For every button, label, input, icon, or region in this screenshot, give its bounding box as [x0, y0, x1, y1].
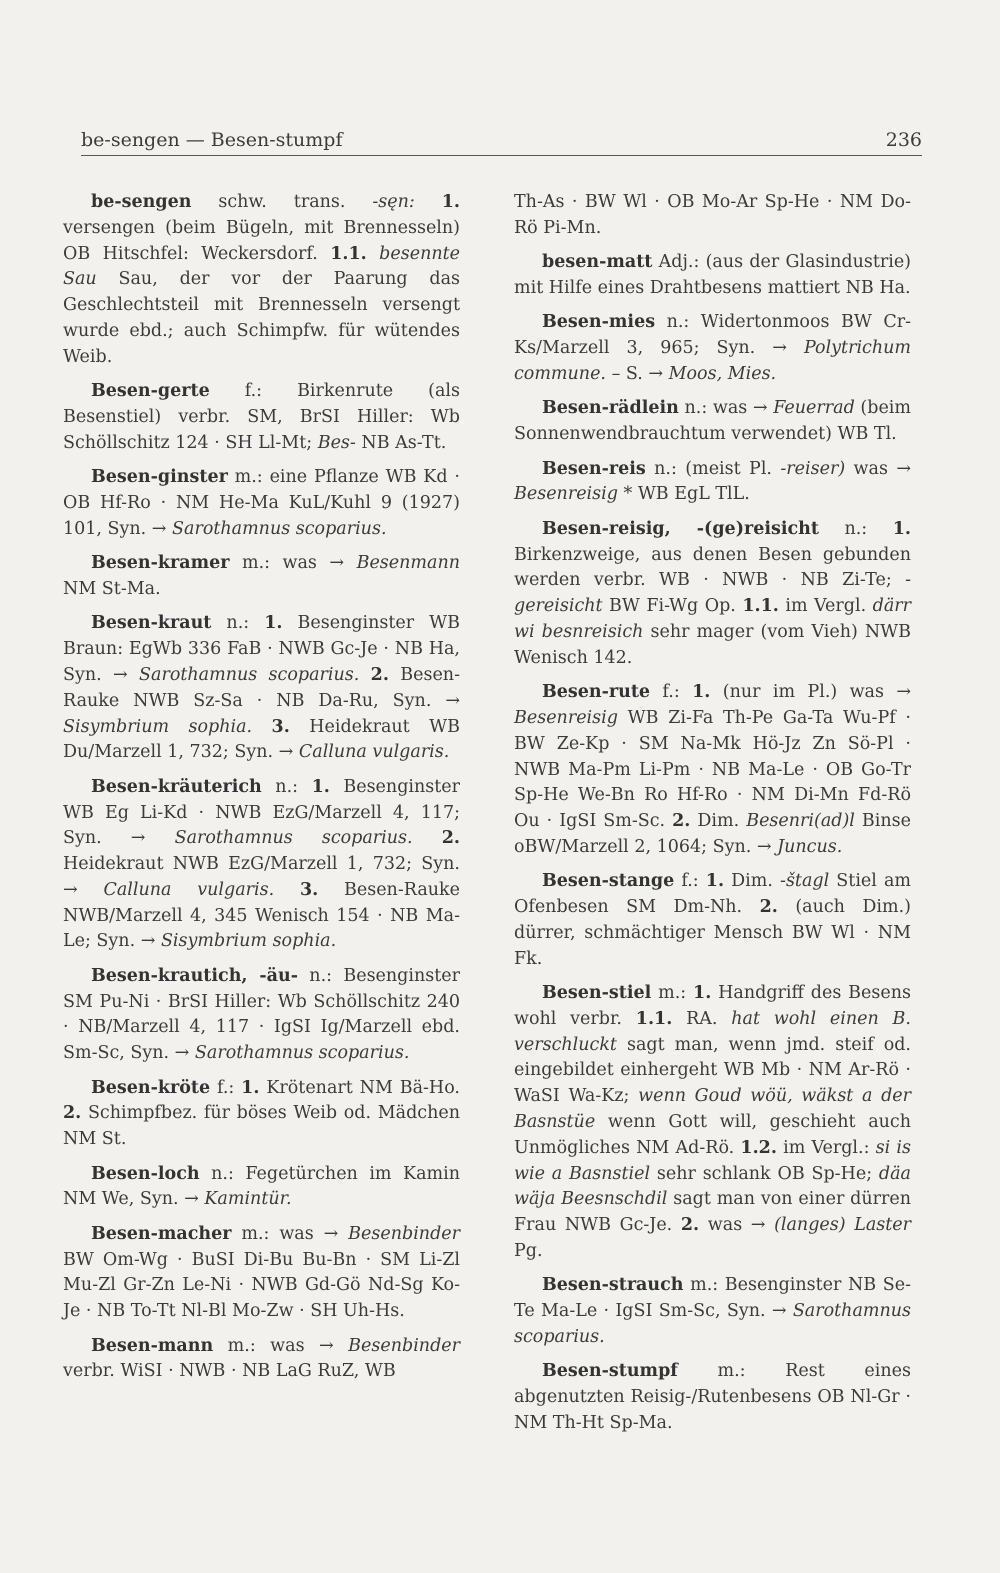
entry-text: n.: [261, 776, 312, 797]
entry-text: m.: was → [229, 553, 357, 574]
entry-text: versengen (beim Bügeln, mit Brennesseln) OB Hitschfel: Weckersdorf. [63, 217, 460, 264]
entry-text: (nur im Pl.) was → [710, 682, 912, 703]
entry-italic-text: Sarothamnus scoparius. [174, 828, 413, 849]
entry-italic-text: Sarothamnus scoparius. [194, 1043, 410, 1064]
right-column [514, 190, 911, 1445]
entry-sense-number: 1.1. [330, 243, 367, 264]
entry-italic-text: -štagl [780, 871, 830, 892]
entry-headword: Besen-rädlein [542, 398, 679, 419]
dictionary-entry [514, 517, 911, 672]
dictionary-entry [514, 190, 911, 242]
entry-headword: Besen-kröte [91, 1077, 211, 1098]
entry-text: m.: [651, 983, 694, 1004]
entry-italic-text: Feuerrad [773, 398, 855, 419]
entry-italic-text: Sarothamnus scoparius. [172, 518, 387, 539]
entry-sense-number: 2. [441, 828, 460, 849]
entry-text: Adj.: (aus der Glasindustrie) mit Hilfe eines Drahtbesens mattiert NB Ha. [514, 252, 911, 298]
entry-italic-text: Calluna vulgaris. [103, 879, 275, 900]
entry-italic-text: Besenreisig [514, 484, 618, 505]
entry-text: f.: Birkenrute (als Besenstiel) verbr. SM, BrSI Hiller: Wb Schöllschitz 124 · SH Ll-Mt; [63, 381, 460, 453]
entry-text: m.: Besenginster NB Se-Te Ma-Le · IgSI Sm-Sc, Syn. → [514, 1275, 911, 1322]
entry-text [274, 880, 300, 900]
entry-sense-number: 1. [441, 192, 460, 212]
entry-text: RA. [672, 1008, 732, 1029]
entry-text: m.: Rest eines abgenutzten Reisig-/Rutenbesens OB Nl-Gr · NM Th-Ht Sp-Ma. [514, 1361, 911, 1433]
entry-text: sagt man von einer dürren Frau NWB Gc-Je. [514, 1189, 912, 1236]
entry-text: verbr. WiSI · NWB · NB LaG RuZ, WB [63, 1361, 396, 1382]
entry-sense-number: 1.2. [740, 1137, 777, 1158]
entry-italic-text: Juncus. [777, 836, 843, 857]
entry-italic-text: Polytrichum commune. [514, 338, 911, 384]
entry-text: Heidekraut WB Du/Marzell 1, 732; Syn. → [63, 716, 460, 763]
entry-italic-text: Kamintür. [204, 1189, 292, 1210]
entry-text: n.: (meist Pl. [645, 458, 781, 479]
entry-text: m.: was → [231, 1223, 349, 1244]
entry-text: im Vergl.: [776, 1137, 876, 1158]
dictionary-entry [514, 869, 911, 972]
entry-text: n.: [211, 613, 265, 634]
running-title: be-sengen — Besen-stumpf [81, 129, 343, 151]
entry-text: n.: [818, 518, 893, 539]
dictionary-entry [63, 551, 460, 603]
entry-italic-text: däa wäja Beesnschdil [514, 1163, 911, 1210]
entry-headword: Besen-strauch [542, 1275, 684, 1296]
entry-headword: Besen-gerte [91, 381, 210, 402]
entry-sense-number: 1.1. [635, 1008, 673, 1029]
entry-text: * WB EgL TlL. [617, 484, 750, 505]
left-column [63, 190, 460, 1394]
entry-text: wenn Gott will, geschieht auch Unmögliches NM Ad-Rö. [514, 1112, 911, 1158]
dictionary-entry [514, 1273, 911, 1350]
entry-italic-text: Moos, Mies. [668, 363, 777, 384]
entry-text: BW Om-Wg · BuSI Di-Bu Bu-Bn · SM Li-Zl Mu-Zl Gr-Zn Le-Ni · NWB Gd-Gö Nd-Sg Ko-Je · NB To-Tt Nl-Bl Mo-Zw · SH Uh-Hs. [63, 1249, 460, 1322]
entry-text [367, 244, 379, 264]
entry-headword: Besen-kräuterich [91, 776, 262, 797]
entry-text: Birkenzweige, aus denen Besen gebunden werden verbr. WB · NWB · NB Zi-Te; [514, 544, 911, 591]
entry-sense-number: 2. [680, 1215, 700, 1236]
entry-italic-text: hat wohl einen B. verschluckt [514, 1008, 911, 1055]
entry-text: m.: eine Pflanze WB Kd · OB Hf-Ro · NM He-Ma KuL/Kuhl 9 (1927) 101, Syn. → [63, 467, 460, 539]
entry-text: Th-As · BW Wl · OB Mo-Ar Sp-He · NM Do-Rö Pi-Mn. [514, 192, 911, 238]
entry-sense-number: 2. [370, 664, 389, 685]
entry-text: f.: [210, 1077, 242, 1098]
entry-headword: Besen-rute [542, 682, 651, 703]
entry-italic-text: därr wi besnreisich [514, 596, 911, 642]
dictionary-entry [514, 396, 911, 448]
entry-text: sehr mager (vom Vieh) NWB Wenisch 142. [514, 621, 912, 668]
entry-text: schw. trans. [191, 192, 373, 212]
entry-italic-text: Sisymbrium sophia. [63, 716, 253, 737]
entry-headword: besen-matt [542, 252, 653, 273]
entry-text: was → [699, 1215, 775, 1236]
entry-text [359, 665, 370, 685]
entry-italic-text: Calluna vulgaris. [298, 742, 450, 763]
entry-italic-text: Sisymbrium sophia. [160, 931, 337, 952]
entry-italic-text: besennte Sau [63, 243, 460, 290]
entry-sense-number: 3. [299, 879, 319, 900]
dictionary-entry [63, 1076, 460, 1153]
entry-text: (beim Sonnenwendbrauchtum verwendet) WB Tl. [514, 398, 912, 445]
entry-sense-number: 1. [241, 1077, 260, 1098]
entry-sense-number: 3. [271, 716, 290, 737]
entry-text: Krötenart NM Bä-Ho. [259, 1077, 460, 1098]
entry-text: NM St-Ma. [63, 578, 161, 599]
entry-text: NB As-Tt. [355, 432, 447, 453]
entry-italic-text: si is wie a Basnstiel [514, 1137, 911, 1184]
entry-sense-number: 1. [311, 776, 330, 797]
entry-text: Dim. [724, 871, 781, 892]
dictionary-entry [63, 465, 460, 542]
entry-text: Schimpfbez. für böses Weib od. Mädchen NM St. [63, 1103, 460, 1150]
entry-sense-number: 1. [892, 518, 912, 539]
entry-text: n.: Widertonmoos BW Cr-Ks/Marzell 3, 965; Syn. → [514, 312, 911, 359]
entry-text [413, 828, 442, 848]
entry-italic-text: Besenbinder [348, 1335, 460, 1356]
entry-headword: Besen-ginster [91, 467, 228, 488]
dictionary-entry [63, 1162, 460, 1214]
entry-sense-number: 1.1. [742, 596, 779, 617]
entry-text: f.: [674, 871, 706, 892]
entry-text [252, 717, 271, 737]
entry-italic-text: -sęn: [372, 192, 415, 212]
entry-text: Heidekraut NWB EzG/Marzell 1, 732; Syn. → [63, 854, 460, 900]
entry-headword: Besen-stange [542, 871, 675, 892]
entry-text: n.: Fegetürchen im Kamin NM We, Syn. → [63, 1163, 460, 1210]
entry-italic-text: Besenmann [356, 553, 460, 574]
entry-italic-text: Sarothamnus scoparius. [139, 664, 360, 685]
entry-text: n.: was → [678, 398, 774, 419]
page-number: 236 [885, 129, 922, 151]
entry-text: (auch Dim.) dürrer, schmächtiger Mensch BW Wl · NM Fk. [514, 897, 912, 969]
entry-text: Sau, der vor der Paarung das Geschlechtsteil mit Brennesseln versengt wurde ebd.; auch Schimpfw. für wütendes Weib. [63, 269, 460, 367]
entry-italic-text: -reiser) [780, 458, 846, 479]
entry-text: Besenginster WB Eg Li-Kd · NWB EzG/Marzell 4, 117; Syn. → [63, 776, 460, 849]
dictionary-entry [514, 250, 911, 302]
entry-text: Binse oBW/Marzell 2, 1064; Syn. → [514, 811, 911, 857]
dictionary-entry [63, 379, 460, 456]
entry-headword: Besen-reisig, -(ge)reisicht [542, 518, 819, 539]
entry-text: was → [845, 458, 911, 479]
dictionary-entry [514, 680, 911, 861]
dictionary-entry [63, 611, 460, 766]
entry-text: Besen-Rauke NWB/Marzell 4, 345 Wenisch 154 · NB Ma-Le; Syn. → [63, 879, 460, 952]
entry-text: n.: Besenginster SM Pu-Ni · BrSI Hiller: Wb Schöllschitz 240 · NB/Marzell 4, 117 · IgSI Ig/Marzell ebd. Sm-Sc, Syn. → [63, 965, 460, 1064]
entry-italic-text: -gereisicht [514, 570, 911, 617]
entry-text: Besenginster WB Braun: EgWb 336 FaB · NWB Gc-Je · NB Ha, Syn. → [63, 613, 461, 685]
entry-headword: Besen-kraut [91, 613, 212, 634]
entry-text: Dim. [690, 811, 747, 832]
entry-text: BW Fi-Wg Op. [602, 596, 743, 617]
entry-sense-number: 2. [63, 1103, 82, 1124]
dictionary-entry [514, 1359, 911, 1436]
entry-italic-text: Sarothamnus scoparius. [514, 1301, 911, 1348]
entry-sense-number: 1. [705, 871, 725, 892]
entry-headword: Besen-stumpf [542, 1361, 678, 1382]
entry-text: – S. → [606, 363, 669, 384]
entry-headword: Besen-mann [91, 1335, 214, 1356]
entry-text: sehr schlank OB Sp-He; [650, 1163, 879, 1184]
entry-italic-text: Besenreisig [514, 707, 618, 728]
entry-text: f.: [650, 682, 693, 703]
entry-sense-number: 1. [693, 983, 712, 1004]
dictionary-entry [63, 1222, 460, 1325]
entry-text: im Vergl. [778, 596, 873, 617]
dictionary-entry [514, 457, 911, 509]
entry-italic-text: Besenri(ad)l [746, 811, 855, 832]
entry-italic-text: (langes) Laster [774, 1215, 911, 1236]
entry-headword: Besen-loch [91, 1163, 200, 1184]
entry-headword: Besen-stiel [542, 983, 652, 1004]
entry-italic-text: Besenbinder [348, 1223, 460, 1244]
entry-text: WB Zi-Fa Th-Pe Ga-Ta Wu-Pf · BW Ze-Kp · SM Na-Mk Hö-Jz Zn Sö-Pl · NWB Ma-Pm Li-Pm · NB Ma-Le · OB Go-Tr Sp-He We-Bn Ro Hf-Ro · NM Di-Mn Fd-Rö Ou · IgSI Sm-Sc. [514, 707, 911, 832]
dictionary-entry [514, 981, 911, 1265]
entry-headword: Besen-kramer [91, 553, 230, 574]
dictionary-entry [63, 775, 460, 956]
entry-italic-text: wenn Goud wöü, wäkst a der Basnstüe [514, 1086, 911, 1133]
entry-text: Stiel am Ofenbesen SM Dm-Nh. [514, 871, 911, 918]
entry-text [415, 192, 442, 212]
entry-text: sagt man, wenn jmd. steif od. eingebildet einhergeht WB Mb · NM Ar-Rö · WaSI Wa-Kz; [514, 1034, 911, 1107]
entry-text: Besen-Rauke NWB Sz-Sa · NB Da-Ru, Syn. → [63, 664, 460, 711]
running-header [81, 127, 922, 156]
entry-headword: Besen-krautich, -äu- [91, 965, 298, 986]
entry-headword: be-sengen [91, 192, 192, 212]
entry-headword: Besen-mies [542, 312, 656, 333]
dictionary-entry [63, 1334, 460, 1386]
entry-headword: Besen-macher [91, 1223, 232, 1244]
entry-text: Handgriff des Besens wohl verbr. [514, 983, 911, 1029]
entry-text: Pg. [514, 1241, 543, 1262]
dictionary-entry [514, 310, 911, 387]
entry-sense-number: 2. [759, 897, 778, 918]
entry-italic-text: Bes- [317, 432, 356, 453]
dictionary-entry [63, 964, 460, 1067]
entry-sense-number: 2. [672, 811, 691, 832]
entry-text: m.: was → [213, 1335, 349, 1356]
dictionary-entry [63, 190, 460, 371]
entry-headword: Besen-reis [542, 458, 646, 479]
entry-sense-number: 1. [692, 682, 711, 703]
entry-sense-number: 1. [264, 613, 283, 634]
